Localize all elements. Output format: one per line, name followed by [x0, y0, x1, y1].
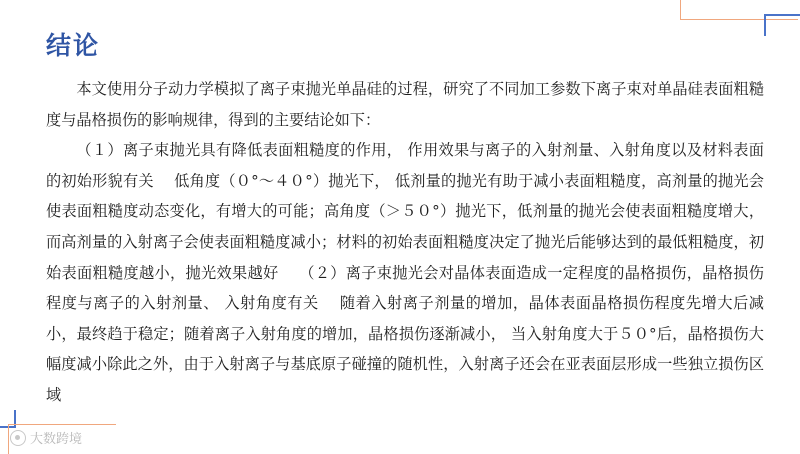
- watermark-text: 大数跨境: [30, 432, 83, 447]
- watermark: [10, 428, 82, 447]
- paragraph-conclusions: （１）离子束抛光具有降低表面粗糙度的作用， 作用效果与离子的入射剂量、入射角度以及材料表面的初始形貌有关 低角度（０°～４０°）抛光下， 低剂量的抛光有助于减小表面粗糙度，高剂量的抛光会使表面粗糙度动态变化，有增大的可能；高角度（＞５０°）抛光下，低剂量的抛光会使表面粗糙度增大，而高剂量的入射离子会使表面粗糙度减小；材料的初始表面粗糙度决定了抛光后能够达到的最低粗糙度，初始表面粗糙度越小，抛光效果越好 （２）离子束抛光会对晶体表面造成一定程度的晶格损伤，晶格损伤程度与离子的入射剂量、 入射角度有关 随着入射离子剂量的增加，晶体表面晶格损伤程度先增大后减小，最终趋于稳定；随着离子入射角度的增加，晶格损伤逐渐减小， 当入射角度大于５０°后，晶格损伤大幅度减小除此之外，由于入射离子与基底原子碰撞的随机性，入射离子还会在亚表面层形成一些独立损伤区域: [46, 141, 764, 404]
- corner-decoration-blue: [764, 14, 800, 36]
- body-text: [46, 74, 764, 411]
- slide-title: 结论: [46, 31, 101, 60]
- paragraph-intro: 本文使用分子动力学模拟了离子束抛光单晶硅的过程，研究了不同加工参数下离子束对单晶硅表面粗糙度与晶格损伤的影响规律，得到的主要结论如下：: [46, 80, 764, 129]
- watermark-logo-icon: [10, 430, 26, 446]
